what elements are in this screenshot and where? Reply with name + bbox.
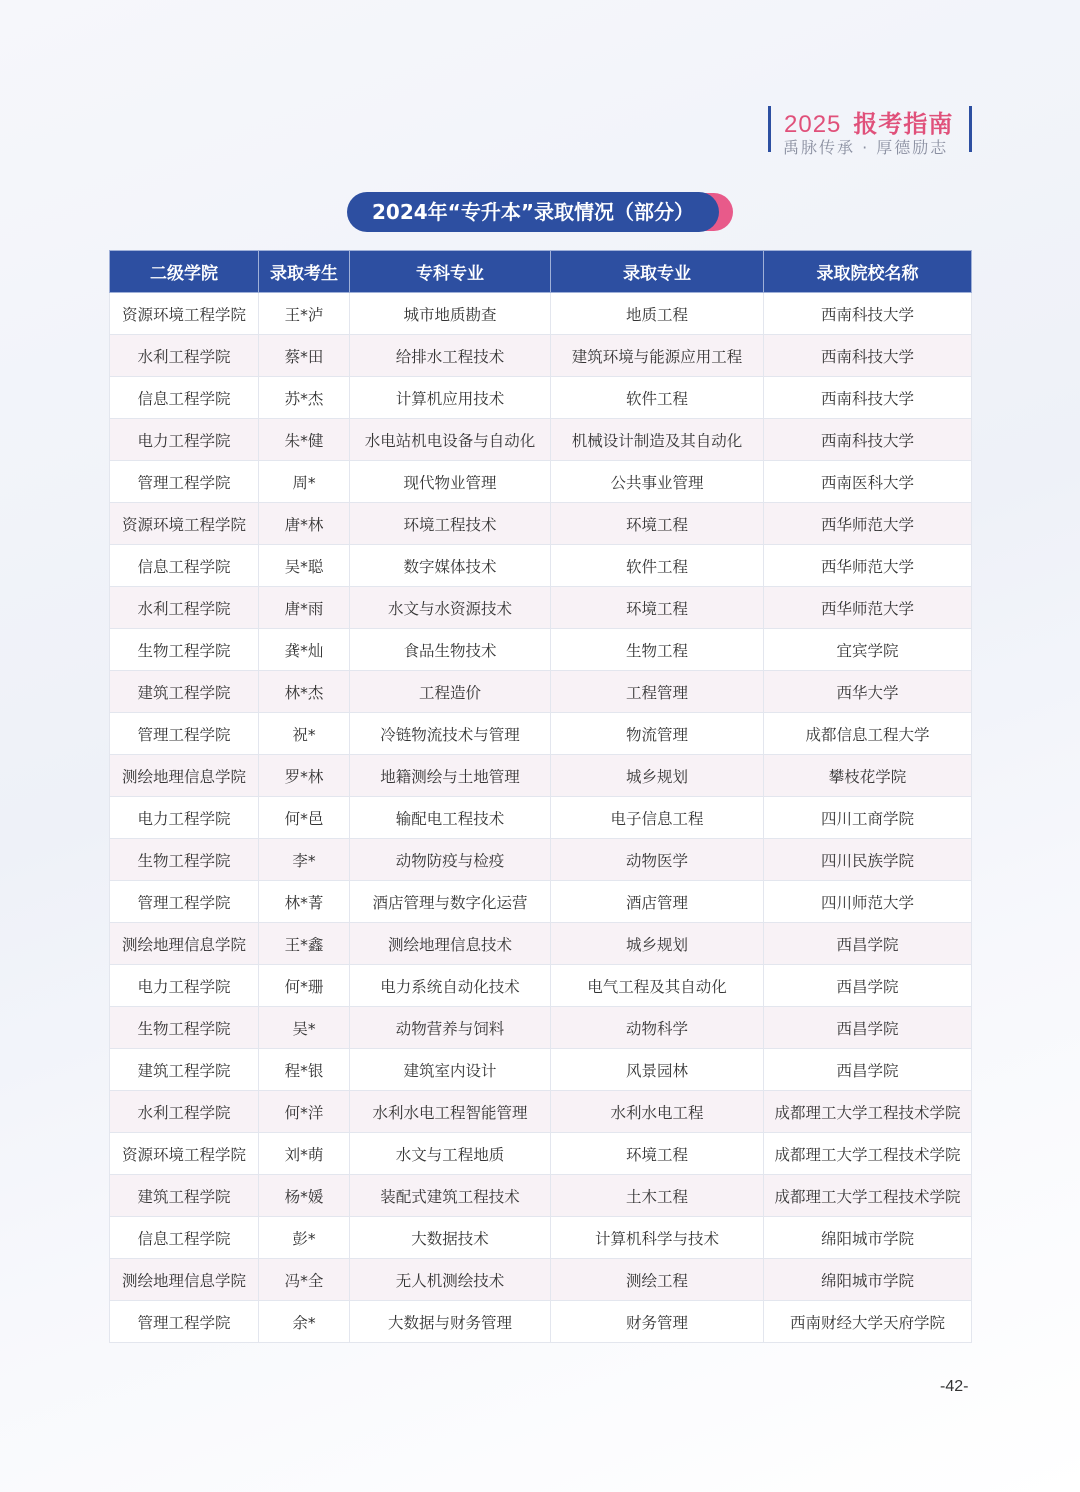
page-number: -42-	[940, 1378, 969, 1395]
student-cell: 吴*聪	[259, 545, 350, 587]
college-cell: 测绘地理信息学院	[110, 1259, 259, 1301]
admitted-major-cell: 环境工程	[551, 587, 764, 629]
university-cell: 成都理工大学工程技术学院	[764, 1091, 972, 1133]
table-row	[110, 1301, 972, 1343]
admitted-major-cell: 城乡规划	[551, 923, 764, 965]
admitted-major-cell: 土木工程	[551, 1175, 764, 1217]
student-cell: 程*银	[259, 1049, 350, 1091]
admitted-major-cell: 环境工程	[551, 503, 764, 545]
university-cell: 西南科技大学	[764, 335, 972, 377]
diploma-major-cell: 动物防疫与检疫	[350, 839, 551, 881]
college-cell: 水利工程学院	[110, 1091, 259, 1133]
table-body	[110, 293, 972, 1343]
student-cell: 余*	[259, 1301, 350, 1343]
admitted-major-cell: 酒店管理	[551, 881, 764, 923]
table-row	[110, 587, 972, 629]
college-cell: 测绘地理信息学院	[110, 755, 259, 797]
student-cell: 唐*林	[259, 503, 350, 545]
table-row	[110, 965, 972, 1007]
student-cell: 周*	[259, 461, 350, 503]
admitted-major-cell: 电子信息工程	[551, 797, 764, 839]
student-cell: 彭*	[259, 1217, 350, 1259]
diploma-major-cell: 地籍测绘与土地管理	[350, 755, 551, 797]
diploma-major-cell: 装配式建筑工程技术	[350, 1175, 551, 1217]
student-cell: 王*鑫	[259, 923, 350, 965]
admitted-major-cell: 财务管理	[551, 1301, 764, 1343]
table-row	[110, 1091, 972, 1133]
admitted-major-cell: 工程管理	[551, 671, 764, 713]
student-cell: 杨*媛	[259, 1175, 350, 1217]
table-row	[110, 1175, 972, 1217]
table-row	[110, 293, 972, 335]
university-cell: 西华大学	[764, 671, 972, 713]
diploma-major-cell: 大数据技术	[350, 1217, 551, 1259]
college-cell: 资源环境工程学院	[110, 293, 259, 335]
admitted-major-cell: 物流管理	[551, 713, 764, 755]
table-row	[110, 671, 972, 713]
university-cell: 成都理工大学工程技术学院	[764, 1175, 972, 1217]
student-cell: 唐*雨	[259, 587, 350, 629]
university-cell: 西昌学院	[764, 965, 972, 1007]
student-cell: 苏*杰	[259, 377, 350, 419]
student-cell: 何*珊	[259, 965, 350, 1007]
diploma-major-cell: 给排水工程技术	[350, 335, 551, 377]
diploma-major-cell: 电力系统自动化技术	[350, 965, 551, 1007]
admitted-major-cell: 建筑环境与能源应用工程	[551, 335, 764, 377]
college-cell: 生物工程学院	[110, 629, 259, 671]
college-cell: 建筑工程学院	[110, 1175, 259, 1217]
table-row	[110, 461, 972, 503]
university-cell: 绵阳城市学院	[764, 1217, 972, 1259]
college-cell: 管理工程学院	[110, 1301, 259, 1343]
university-cell: 西昌学院	[764, 1049, 972, 1091]
student-cell: 李*	[259, 839, 350, 881]
diploma-major-cell: 输配电工程技术	[350, 797, 551, 839]
university-cell: 四川工商学院	[764, 797, 972, 839]
diploma-major-cell: 建筑室内设计	[350, 1049, 551, 1091]
table-row	[110, 419, 972, 461]
university-cell: 西华师范大学	[764, 587, 972, 629]
university-cell: 西南科技大学	[764, 419, 972, 461]
admitted-major-cell: 计算机科学与技术	[551, 1217, 764, 1259]
college-cell: 管理工程学院	[110, 461, 259, 503]
admission-table	[109, 250, 972, 1343]
college-cell: 生物工程学院	[110, 1007, 259, 1049]
table-row	[110, 881, 972, 923]
university-cell: 西南医科大学	[764, 461, 972, 503]
admitted-major-cell: 动物医学	[551, 839, 764, 881]
student-cell: 林*杰	[259, 671, 350, 713]
university-cell: 西华师范大学	[764, 503, 972, 545]
admitted-major-cell: 城乡规划	[551, 755, 764, 797]
student-cell: 王*泸	[259, 293, 350, 335]
college-cell: 管理工程学院	[110, 713, 259, 755]
student-cell: 朱*健	[259, 419, 350, 461]
diploma-major-cell: 水利水电工程智能管理	[350, 1091, 551, 1133]
admitted-major-cell: 软件工程	[551, 377, 764, 419]
diploma-major-cell: 数字媒体技术	[350, 545, 551, 587]
table-row	[110, 1049, 972, 1091]
admitted-major-cell: 机械设计制造及其自动化	[551, 419, 764, 461]
table-row	[110, 377, 972, 419]
header-brand	[768, 104, 972, 157]
student-cell: 刘*萌	[259, 1133, 350, 1175]
brand-right-bar	[969, 106, 972, 152]
university-cell: 西华师范大学	[764, 545, 972, 587]
university-cell: 成都理工大学工程技术学院	[764, 1133, 972, 1175]
college-cell: 电力工程学院	[110, 797, 259, 839]
diploma-major-cell: 测绘地理信息技术	[350, 923, 551, 965]
table-row	[110, 1259, 972, 1301]
header-diploma-major: 专科专业	[350, 251, 551, 293]
college-cell: 水利工程学院	[110, 587, 259, 629]
header-admitted-major: 录取专业	[551, 251, 764, 293]
college-cell: 建筑工程学院	[110, 671, 259, 713]
college-cell: 资源环境工程学院	[110, 503, 259, 545]
college-cell: 信息工程学院	[110, 1217, 259, 1259]
student-cell: 吴*	[259, 1007, 350, 1049]
diploma-major-cell: 酒店管理与数字化运营	[350, 881, 551, 923]
header-college: 二级学院	[110, 251, 259, 293]
admitted-major-cell: 测绘工程	[551, 1259, 764, 1301]
admitted-major-cell: 软件工程	[551, 545, 764, 587]
university-cell: 西南科技大学	[764, 377, 972, 419]
college-cell: 水利工程学院	[110, 335, 259, 377]
student-cell: 何*洋	[259, 1091, 350, 1133]
table-row	[110, 1133, 972, 1175]
college-cell: 生物工程学院	[110, 839, 259, 881]
university-cell: 四川师范大学	[764, 881, 972, 923]
diploma-major-cell: 环境工程技术	[350, 503, 551, 545]
university-cell: 西南财经大学天府学院	[764, 1301, 972, 1343]
college-cell: 资源环境工程学院	[110, 1133, 259, 1175]
brand-year: 2025	[784, 111, 842, 138]
diploma-major-cell: 水文与水资源技术	[350, 587, 551, 629]
table-row	[110, 755, 972, 797]
header-student: 录取考生	[259, 251, 350, 293]
table-row	[110, 1007, 972, 1049]
brand-left-bar	[768, 106, 771, 152]
admitted-major-cell: 地质工程	[551, 293, 764, 335]
brand-title-text: 报考指南	[853, 110, 954, 138]
university-cell: 西昌学院	[764, 1007, 972, 1049]
table-row	[110, 923, 972, 965]
diploma-major-cell: 冷链物流技术与管理	[350, 713, 551, 755]
brand-title	[784, 104, 953, 139]
college-cell: 信息工程学院	[110, 545, 259, 587]
diploma-major-cell: 动物营养与饲料	[350, 1007, 551, 1049]
college-cell: 建筑工程学院	[110, 1049, 259, 1091]
section-title: 2024年“专升本”录取情况（部分）	[347, 192, 719, 232]
student-cell: 何*邑	[259, 797, 350, 839]
diploma-major-cell: 现代物业管理	[350, 461, 551, 503]
university-cell: 西南科技大学	[764, 293, 972, 335]
college-cell: 测绘地理信息学院	[110, 923, 259, 965]
section-title-banner	[347, 192, 733, 232]
admitted-major-cell: 公共事业管理	[551, 461, 764, 503]
table-row	[110, 503, 972, 545]
student-cell: 祝*	[259, 713, 350, 755]
table-row	[110, 713, 972, 755]
table-row	[110, 797, 972, 839]
college-cell: 电力工程学院	[110, 419, 259, 461]
table-row	[110, 335, 972, 377]
university-cell: 绵阳城市学院	[764, 1259, 972, 1301]
table-row	[110, 629, 972, 671]
admitted-major-cell: 环境工程	[551, 1133, 764, 1175]
university-cell: 攀枝花学院	[764, 755, 972, 797]
admitted-major-cell: 生物工程	[551, 629, 764, 671]
diploma-major-cell: 食品生物技术	[350, 629, 551, 671]
college-cell: 管理工程学院	[110, 881, 259, 923]
header-university: 录取院校名称	[764, 251, 972, 293]
student-cell: 林*菁	[259, 881, 350, 923]
table-header-row	[110, 251, 972, 293]
diploma-major-cell: 大数据与财务管理	[350, 1301, 551, 1343]
admitted-major-cell: 水利水电工程	[551, 1091, 764, 1133]
university-cell: 成都信息工程大学	[764, 713, 972, 755]
college-cell: 信息工程学院	[110, 377, 259, 419]
diploma-major-cell: 水电站机电设备与自动化	[350, 419, 551, 461]
student-cell: 罗*林	[259, 755, 350, 797]
student-cell: 龚*灿	[259, 629, 350, 671]
student-cell: 冯*全	[259, 1259, 350, 1301]
college-cell: 电力工程学院	[110, 965, 259, 1007]
university-cell: 西昌学院	[764, 923, 972, 965]
student-cell: 蔡*田	[259, 335, 350, 377]
brand-slogan: 禹脉传承 · 厚德励志	[783, 138, 949, 157]
diploma-major-cell: 工程造价	[350, 671, 551, 713]
diploma-major-cell: 水文与工程地质	[350, 1133, 551, 1175]
table-row	[110, 545, 972, 587]
admitted-major-cell: 风景园林	[551, 1049, 764, 1091]
admitted-major-cell: 电气工程及其自动化	[551, 965, 764, 1007]
admitted-major-cell: 动物科学	[551, 1007, 764, 1049]
diploma-major-cell: 计算机应用技术	[350, 377, 551, 419]
diploma-major-cell: 无人机测绘技术	[350, 1259, 551, 1301]
table-row	[110, 839, 972, 881]
diploma-major-cell: 城市地质勘查	[350, 293, 551, 335]
university-cell: 宜宾学院	[764, 629, 972, 671]
table-row	[110, 1217, 972, 1259]
university-cell: 四川民族学院	[764, 839, 972, 881]
